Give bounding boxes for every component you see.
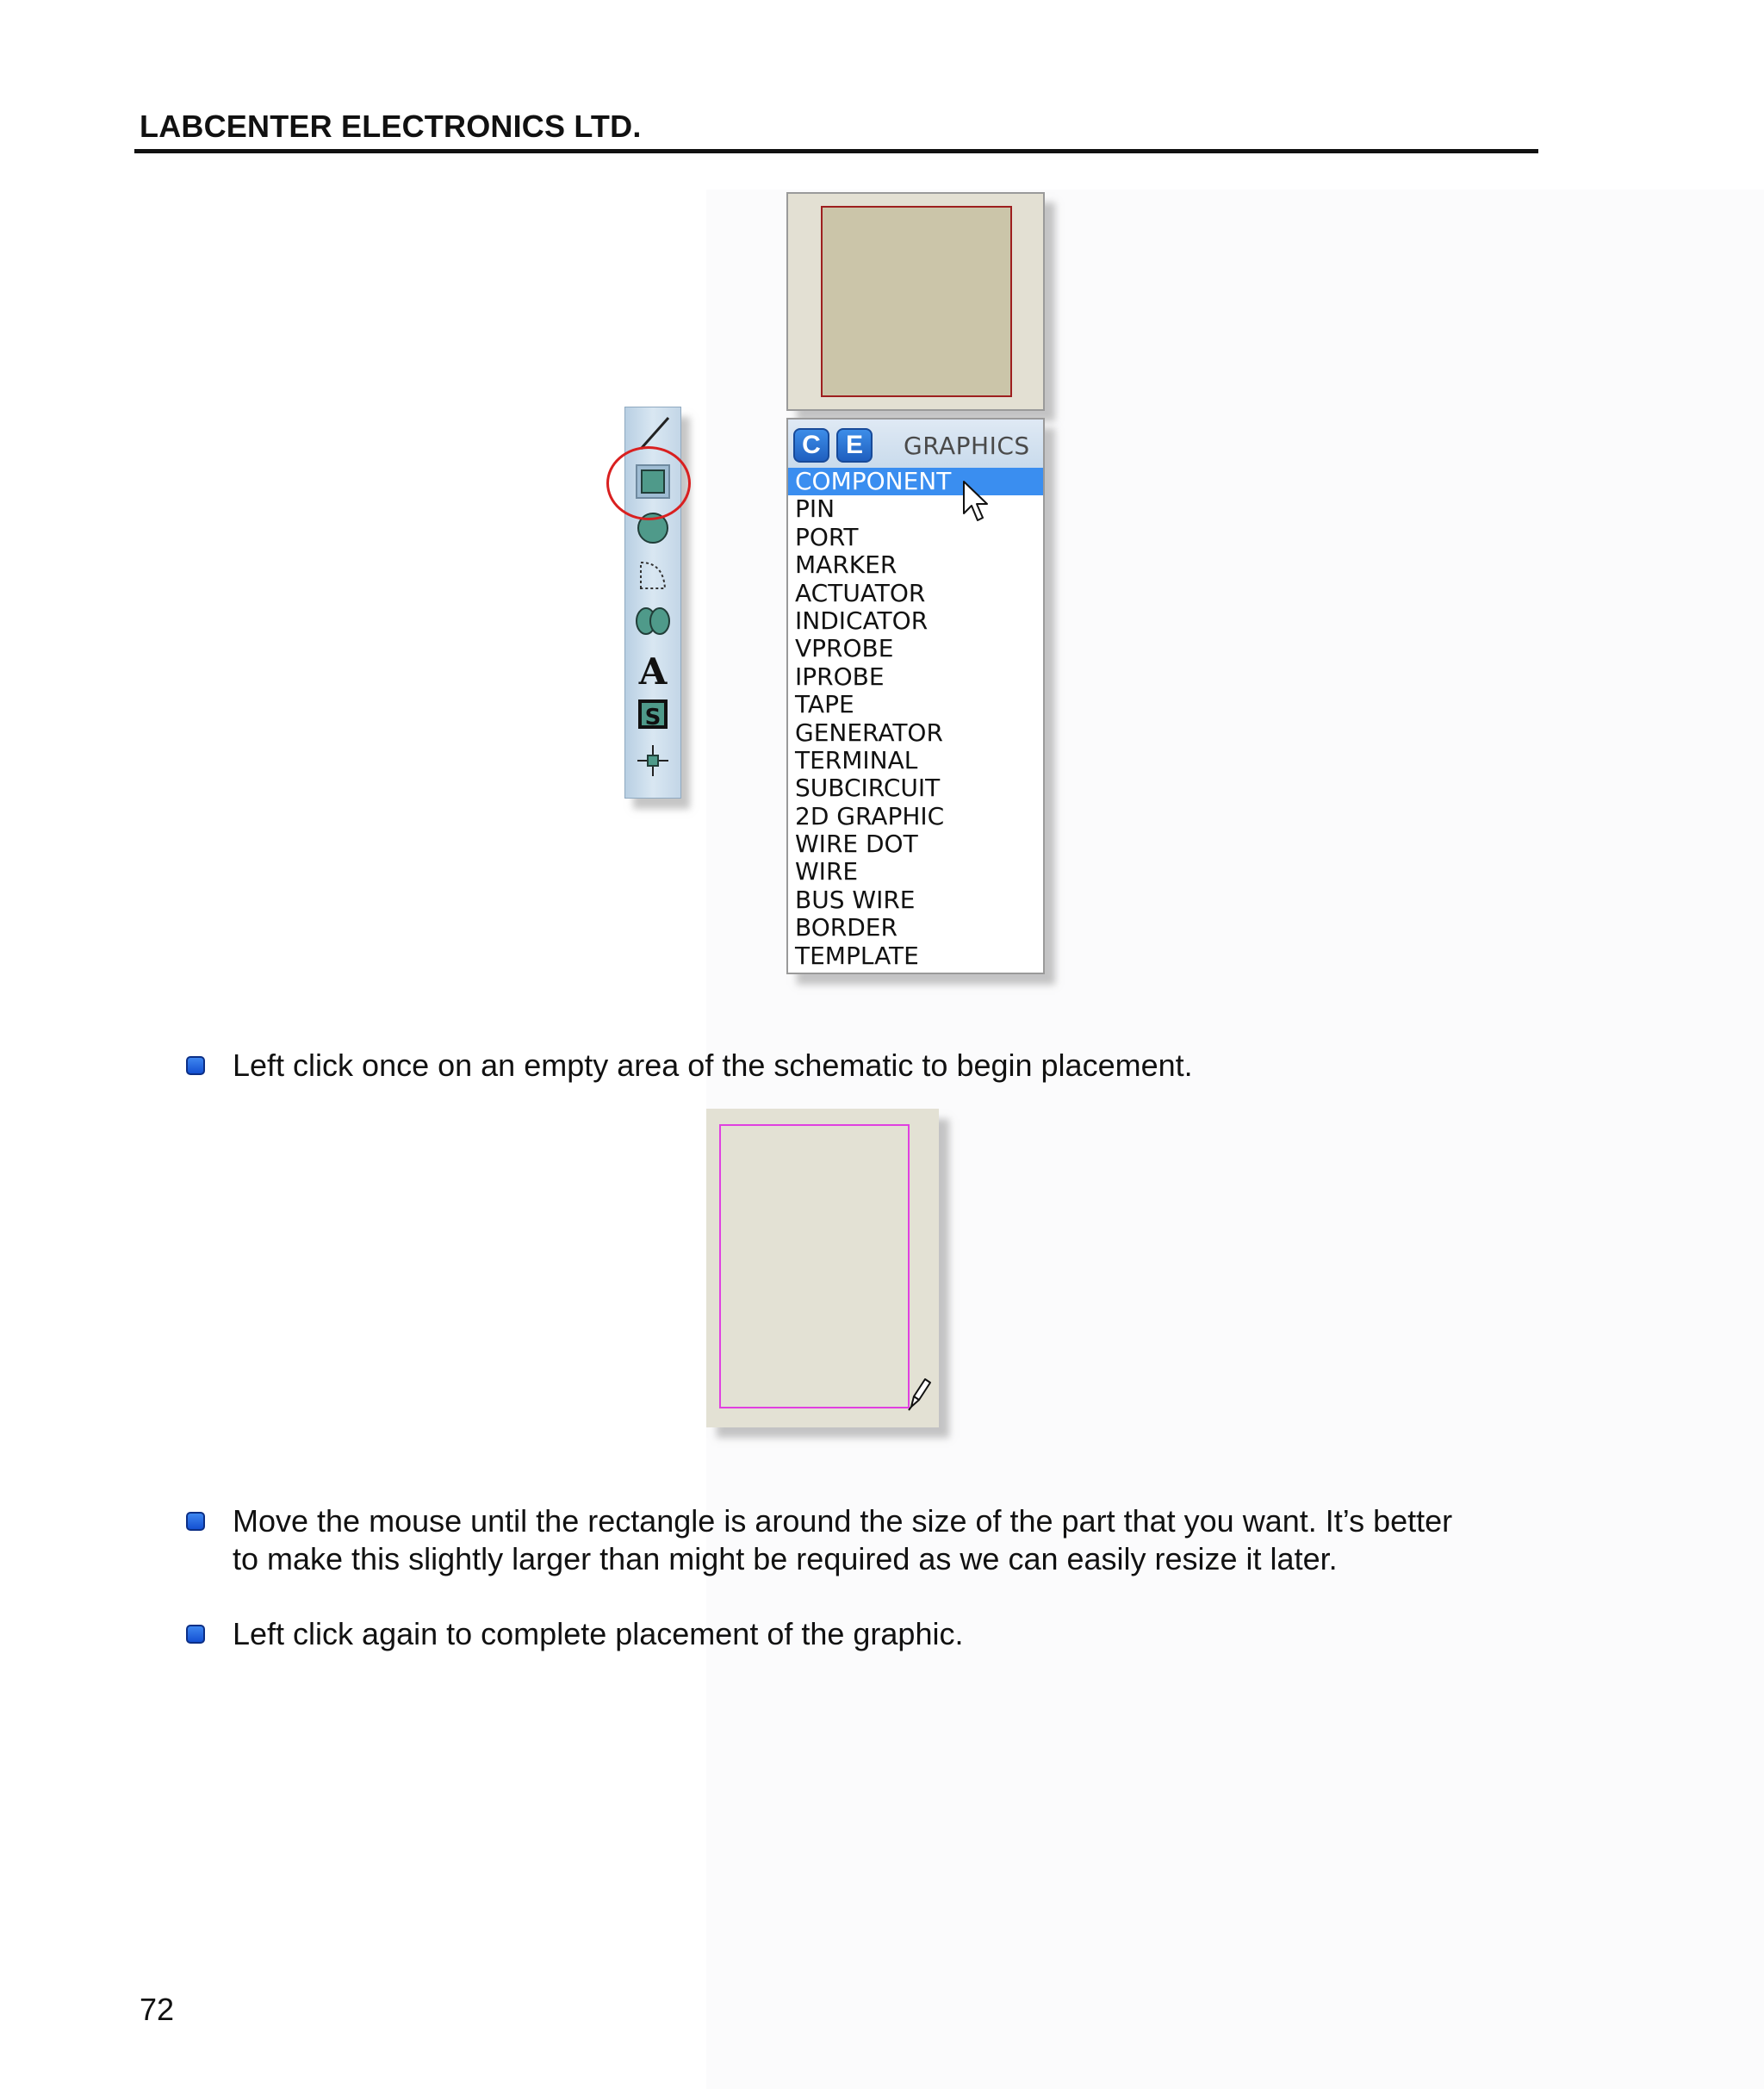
preview-rectangle: [821, 206, 1012, 397]
line-icon: [632, 413, 674, 451]
list-item-indicator[interactable]: INDICATOR: [795, 606, 929, 635]
list-item-2d-graphic[interactable]: 2D GRAPHIC: [795, 801, 945, 830]
text-icon: [634, 650, 672, 689]
list-item-template[interactable]: TEMPLATE: [795, 941, 919, 970]
list-item-wire[interactable]: WIRE: [795, 857, 859, 886]
instruction-step-2-line-1: Move the mouse until the rectangle is around the size of the part that you want. It’s better: [233, 1503, 1453, 1539]
list-item-bus-wire[interactable]: BUS WIRE: [795, 885, 916, 914]
instruction-step-3: Left click again to complete placement of the graphic.: [233, 1616, 964, 1651]
graphics-list: [788, 468, 1043, 970]
preview-window: [786, 192, 1045, 411]
path-icon: [632, 602, 674, 640]
instruction-step-1: Left click once on an empty area of the schematic to begin placement.: [233, 1048, 1193, 1083]
graphics-selector-panel: [786, 418, 1045, 974]
e-mode-button[interactable]: [836, 428, 873, 463]
list-item-terminal[interactable]: TERMINAL: [795, 745, 918, 774]
list-item-actuator[interactable]: ACTUATOR: [795, 578, 926, 607]
text-tool[interactable]: [625, 649, 680, 690]
text-tool-glyph: A: [638, 650, 668, 689]
marker-icon: [634, 742, 672, 780]
marker-tool[interactable]: [625, 740, 680, 781]
list-item-vprobe[interactable]: VPROBE: [795, 634, 894, 663]
list-item-port[interactable]: PORT: [795, 522, 859, 551]
list-item-border[interactable]: BORDER: [795, 913, 898, 942]
page-number: 72: [140, 1992, 175, 2027]
bullet-icon: [186, 1512, 205, 1531]
arc-tool[interactable]: [625, 554, 680, 595]
e-mode-label: E: [845, 431, 863, 459]
list-item-subcircuit[interactable]: SUBCIRCUIT: [795, 774, 941, 803]
panel-title: GRAPHICS: [904, 432, 1030, 460]
symbol-tool-glyph: S: [644, 705, 662, 731]
header-rule: [134, 149, 1538, 153]
symbol-tool[interactable]: [625, 693, 680, 735]
c-mode-button[interactable]: [793, 428, 829, 463]
list-item-component[interactable]: COMPONENT: [788, 468, 1043, 495]
placement-rectangle: [719, 1124, 910, 1408]
header-title: LABCENTER ELECTRONICS LTD.: [140, 109, 642, 144]
list-item-pin[interactable]: PIN: [795, 494, 835, 524]
selected-tool-highlight: [606, 446, 691, 520]
schematic-placement-figure: [706, 1109, 939, 1427]
bullet-icon: [186, 1056, 205, 1075]
instruction-step-2-line-2: to make this slightly larger than might be required as we can easily resize it later.: [233, 1541, 1338, 1576]
list-item-generator[interactable]: GENERATOR: [795, 718, 943, 747]
arc-icon: [634, 556, 672, 594]
mouse-pointer-icon: [961, 479, 991, 524]
panel-header: [788, 418, 1043, 469]
path-tool[interactable]: [625, 600, 680, 642]
list-item-iprobe[interactable]: IPROBE: [795, 662, 885, 691]
list-item-wire-dot[interactable]: WIRE DOT: [795, 830, 918, 859]
list-item-tape[interactable]: TAPE: [795, 690, 854, 719]
list-item-marker[interactable]: MARKER: [795, 550, 898, 580]
c-mode-label: C: [802, 431, 821, 459]
bullet-icon: [186, 1625, 205, 1644]
pencil-icon: [906, 1376, 932, 1412]
symbol-icon: [634, 695, 672, 733]
